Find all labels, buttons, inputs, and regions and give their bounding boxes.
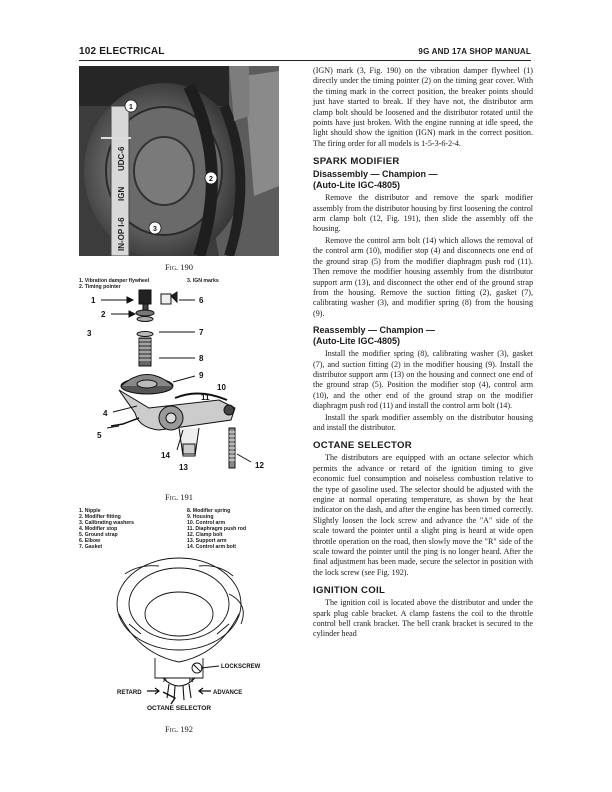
heading-octane-selector: OCTANE SELECTOR bbox=[313, 440, 413, 452]
heading-spark-modifier: SPARK MODIFIER bbox=[313, 156, 400, 168]
right-column bbox=[313, 66, 533, 786]
disassembly-paragraph-1: Remove the distributor and remove the spark modifier assembly from the distributor housing by first loosening the control arm clamp bolt (12, Fig. 191), then slide the assembly off the housing. bbox=[313, 193, 533, 234]
advance-arrow-icon bbox=[199, 688, 211, 694]
retard-label: RETARD bbox=[117, 690, 142, 696]
heading-disassembly-line2: (Auto-Lite IGC-4805) bbox=[313, 180, 401, 191]
legend-item: 5. Ground strap bbox=[79, 532, 118, 538]
legend-item: 2. Timing pointer bbox=[79, 284, 121, 290]
fig191-callout-2: 2 bbox=[101, 310, 106, 319]
legend-item: 12. Clamp bolt bbox=[187, 532, 223, 538]
pulley-text-udc: UDC-6 bbox=[117, 146, 126, 171]
fig191-callout-5: 5 bbox=[97, 431, 102, 440]
scale-a-mark: A bbox=[163, 678, 168, 684]
page-number-section: 102 ELECTRICAL bbox=[79, 46, 165, 57]
fig190-callout-3: 3 bbox=[153, 226, 157, 233]
manual-title: 9G AND 17A SHOP MANUAL bbox=[418, 47, 531, 56]
page-header bbox=[79, 46, 531, 61]
fig191-drawing bbox=[79, 278, 279, 488]
legend-item: 13. Support arm bbox=[187, 538, 227, 544]
left-column bbox=[79, 66, 279, 786]
scale-r-mark: R bbox=[189, 678, 194, 684]
octane-selector-label: OCTANE SELECTOR bbox=[146, 705, 212, 712]
ignition-coil-paragraph: The ignition coil is located above the distributor and under the spark plug cable bracket. A clamp fastens the coil to the throttle control bell crank bracket. The bell crank bracket is secured to the cylinder head bbox=[313, 598, 533, 639]
intro-paragraph: (IGN) mark (3, Fig. 190) on the vibration damper flywheel (1) directly under the timing pointer (2) on the timing gear cover. With the timing mark in the correct position, the breaker points should just have started to break. If they have not, the distributor arm clamp bolt should be loosened and the distributor rotated until the points have just broken. With the engine running at idle speed, the light should show the ignition (IGN) mark in the correct position. The firing order for all models is 1-5-3-6-2-4. bbox=[313, 66, 533, 148]
fig191-caption: Fig. 191 bbox=[164, 492, 194, 502]
fig191-callout-10: 10 bbox=[217, 383, 226, 392]
fig191-callout-3: 3 bbox=[87, 329, 92, 338]
heading-disassembly bbox=[313, 169, 533, 191]
heading-disassembly-line1: Disassembly — Champion — bbox=[313, 169, 438, 180]
legend-item: 1. Nipple bbox=[79, 508, 101, 514]
legend-item: 3. IGN marks bbox=[187, 278, 219, 284]
legend-item: 14. Control arm bolt bbox=[187, 544, 236, 550]
fig191-callout-9: 9 bbox=[199, 371, 204, 380]
fig191-callout-14: 14 bbox=[161, 451, 170, 460]
fig191-callout-1: 1 bbox=[91, 296, 96, 305]
advance-label: ADVANCE bbox=[213, 690, 243, 696]
fig191-callout-4: 4 bbox=[103, 409, 108, 418]
octane-paragraph: The distributors are equipped with an octane selector which permits the advance or retard of the ignition timing to give economic fuel consumption and noiseless combustion relative to the type of gasoline used. The selector should be adjusted with the engine at normal operating temperature, as shown by the heat indicator on the dash, and after the engine has been timed correctly. Slightly loosen the lock screw and advance the "A" side of the scale toward the pointer until a slight ping is heard at wide open throttle operation on the road, then slowly move the "R" side of the scale toward the pointer until the ping is no longer heard. After the final adjustment has been made, secure the selector in position with the lock screw (see Fig. 192). bbox=[313, 453, 533, 577]
legend-item: 1. Vibration damper flywheel bbox=[79, 278, 150, 284]
legend-item: 9. Housing bbox=[187, 514, 214, 520]
lockscrew-label: LOCKSCREW bbox=[221, 664, 261, 670]
disassembly-paragraph-2: Remove the control arm bolt (14) which allows the removal of the control arm (10), modifier stop (4) and disconnects one end of the ground strap (5) from the modifier diaphragm push rod (11). Then remove the modifier housing assembly from the distributor support arm (13), and disconnect the other end of the ground strap from the housing. Remove the suction fitting (2), gasket (7), calibrating washer (3), and modifier spring (8) from the housing (9). bbox=[313, 235, 533, 318]
legend-item: 11. Diaphragm push rod bbox=[187, 526, 247, 532]
legend-item: 3. Calibrating washers bbox=[79, 520, 135, 526]
heading-reassembly-line1: Reassembly — Champion — bbox=[313, 325, 436, 336]
fig192-drawing bbox=[79, 554, 279, 714]
legend-item: 10. Control arm bbox=[187, 520, 226, 526]
fig191-callout-11: 11 bbox=[201, 393, 210, 402]
heading-ignition-coil: IGNITION COIL bbox=[313, 585, 386, 597]
fig190-photo bbox=[79, 66, 279, 256]
fig191-legend bbox=[79, 508, 279, 550]
legend-item: 8. Modifier spring bbox=[187, 508, 231, 514]
fig191-callout-7: 7 bbox=[199, 328, 204, 337]
legend-item: 7. Gasket bbox=[79, 544, 103, 550]
legend-item: 2. Modifier fitting bbox=[79, 514, 121, 520]
fig190-callout-1: 1 bbox=[129, 104, 133, 111]
fig190-caption: Fig. 190 bbox=[164, 262, 194, 272]
fig192-caption: Fig. 192 bbox=[164, 724, 194, 734]
legend-item: 4. Modifier stop bbox=[79, 526, 118, 532]
heading-reassembly-line2: (Auto-Lite IGC-4805) bbox=[313, 336, 401, 347]
pulley-text-inop: IN-OP I-6 bbox=[117, 217, 126, 251]
fig191-callout-6: 6 bbox=[199, 296, 204, 305]
retard-arrow-icon bbox=[147, 688, 159, 694]
reassembly-paragraph-1: Install the modifier spring (8), calibrating washer (3), gasket (7), and suction fitting (2) in the modifier housing (9). Install the distributor support arm (13) on the housing and connect one end of the ground strap (5). Position the modifier stop (4), control arm (10), and the other end of the ground strap on the modifier diaphragm push rod (11) and install the control arm bolt (14). bbox=[313, 349, 533, 411]
reassembly-paragraph-2: Install the spark modifier assembly on the distributor housing and install the distributor. bbox=[313, 412, 533, 432]
fig191-callout-12: 12 bbox=[255, 461, 264, 470]
fig190-callout-2: 2 bbox=[209, 176, 213, 183]
fig191-callout-13: 13 bbox=[179, 463, 188, 472]
fig191-callout-8: 8 bbox=[199, 354, 204, 363]
pulley-text-ign: IGN bbox=[117, 186, 126, 201]
heading-reassembly bbox=[313, 325, 533, 347]
legend-item: 6. Elbow bbox=[79, 538, 101, 544]
